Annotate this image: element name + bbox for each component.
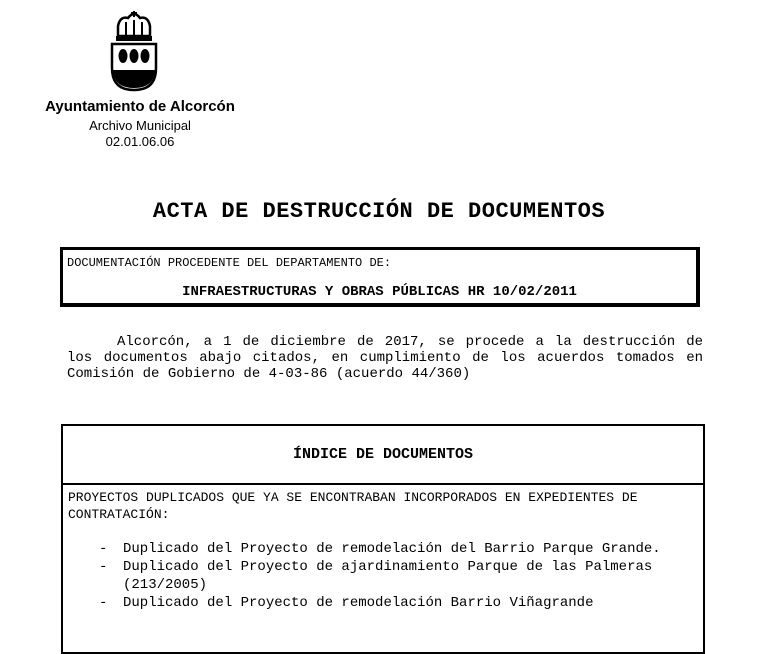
document-index-box bbox=[61, 424, 705, 654]
list-item: - Duplicado del Proyecto de remodelación del Barrio Parque Grande. bbox=[99, 540, 699, 558]
destruction-statement bbox=[67, 334, 703, 382]
archive-code: 02.01.06.06 bbox=[105, 134, 175, 149]
origin-department-box bbox=[60, 247, 700, 307]
statement-text: Alcorcón, a 1 de diciembre de 2017, se procede a la destrucción de los documentos abajo citados, en cumplimiento de los acuerdos tomados en Comisión de Gobierno de 4-03-86 (acuerdo 44/360) bbox=[67, 334, 703, 382]
index-heading: ÍNDICE DE DOCUMENTOS bbox=[63, 426, 703, 485]
list-item-text: Duplicado del Proyecto de remodelación del Barrio Parque Grande. bbox=[123, 541, 661, 557]
list-item-text: Duplicado del Proyecto de ajardinamiento Parque de las Palmeras (213/2005) bbox=[123, 559, 653, 593]
municipal-crest-icon bbox=[106, 8, 162, 92]
origin-value: INFRAESTRUCTURAS Y OBRAS PÚBLICAS HR 10/02/2011 bbox=[182, 284, 577, 300]
list-item: - Duplicado del Proyecto de remodelación Barrio Viñagrande bbox=[99, 594, 699, 612]
institution-name: Ayuntamiento de Alcorcón bbox=[45, 98, 235, 115]
page-title: ACTA DE DESTRUCCIÓN DE DOCUMENTOS bbox=[152, 199, 606, 224]
department-name: Archivo Municipal bbox=[89, 118, 191, 133]
list-item: - Duplicado del Proyecto de ajardinamiento Parque de las Palmeras (213/2005) bbox=[99, 558, 699, 594]
index-intro: PROYECTOS DUPLICADOS QUE YA SE ENCONTRABAN INCORPORADOS EN EXPEDIENTES DE CONTRATACIÓN: bbox=[68, 490, 638, 522]
origin-label: DOCUMENTACIÓN PROCEDENTE DEL DEPARTAMENTO DE: bbox=[67, 256, 392, 270]
list-item-text: Duplicado del Proyecto de remodelación Barrio Viñagrande bbox=[123, 595, 594, 611]
document-list bbox=[99, 540, 699, 612]
